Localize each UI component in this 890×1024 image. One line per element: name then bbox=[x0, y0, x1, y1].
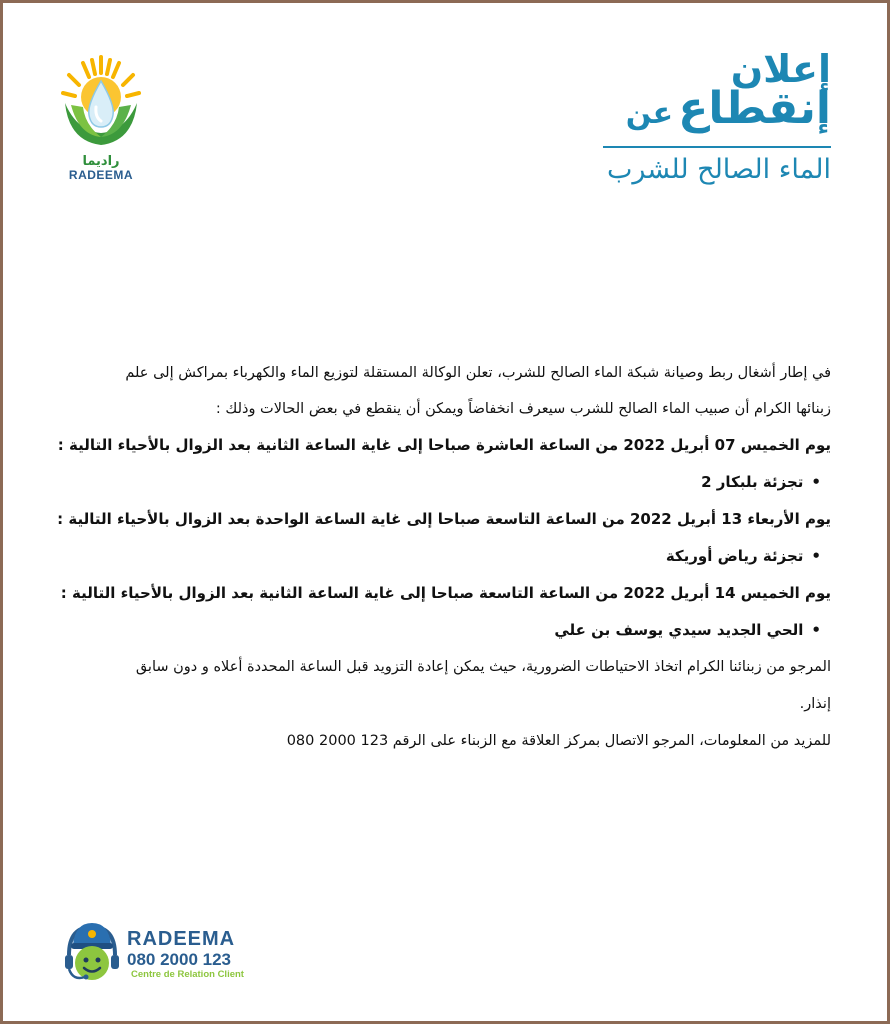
contact-line: للمزيد من المعلومات، المرجو الاتصال بمركز العلاقة مع الزبناء على الرقم 123 2000 080 bbox=[286, 733, 831, 749]
radeema-logo bbox=[55, 51, 147, 181]
day-line-1: يوم الخميس 07 أبريل 2022 من الساعة العاشرة صباحا إلى غاية الساعة الثانية بعد الزوال بالأحياء التالية : bbox=[57, 436, 831, 454]
intro-line-1: في إطار أشغال ربط وصيانة شبكة الماء الصالح للشرب، تعلن الوكالة المستقلة لتوزيع الماء والكهرباء بمراكش إلى علم bbox=[125, 365, 831, 381]
day-line-2: يوم الأربعاء 13 أبريل 2022 من الساعة التاسعة صباحا إلى غاية الساعة الواحدة بعد الزوال بالأحياء التالية : bbox=[57, 510, 831, 528]
title-line-2-small: عن bbox=[625, 96, 674, 131]
client-center-subtitle: Centre de Relation Client bbox=[131, 969, 244, 980]
title-line-1: إعلان bbox=[730, 47, 831, 91]
logo-latin-name: RADEEMA bbox=[68, 168, 134, 182]
closing-line-1: المرجو من زبنائنا الكرام اتخاذ الاحتياطات الضرورية، حيث يمكن إعادة التزويد قبل الساعة المحددة أعلاه و دون سابق bbox=[135, 659, 831, 675]
intro-line-2: زبنائها الكرام أن صبيب الماء الصالح للشرب سيعرف انخفاضاً ويمكن أن ينقطع في بعض الحالات وذلك : bbox=[215, 401, 831, 417]
notice-title bbox=[591, 49, 831, 186]
client-center-logo bbox=[61, 919, 261, 989]
mascot-icon bbox=[61, 919, 123, 989]
notice-body bbox=[49, 355, 831, 760]
sun-water-drop-icon bbox=[55, 51, 147, 155]
logo-arabic-name: راديما bbox=[82, 154, 120, 169]
district-item-label: تجزئة بلبكار 2 bbox=[701, 473, 804, 491]
title-line-2-big: إنقطاع bbox=[678, 83, 831, 134]
district-item-label: تجزئة رياض أوريكة bbox=[665, 547, 804, 565]
title-line-2 bbox=[591, 85, 831, 142]
district-item-label: الحي الجديد سيدي يوسف بن علي bbox=[554, 621, 804, 639]
bullet-icon: • bbox=[811, 547, 821, 565]
district-item-3 bbox=[49, 612, 831, 649]
client-center-name: RADEEMA bbox=[127, 928, 236, 950]
title-line-3: الماء الصالح للشرب bbox=[606, 154, 831, 185]
bullet-icon: • bbox=[811, 473, 821, 491]
bullet-icon: • bbox=[811, 621, 821, 639]
title-divider bbox=[603, 146, 831, 148]
day-line-3: يوم الخميس 14 أبريل 2022 من الساعة التاسعة صباحا إلى غاية الساعة الثانية بعد الزوال بالأحياء التالية : bbox=[60, 584, 831, 602]
closing-line-2: إنذار. bbox=[799, 696, 831, 712]
client-center-phone: 080 2000 123 bbox=[127, 950, 231, 969]
district-item-1 bbox=[49, 464, 831, 501]
district-item-2 bbox=[49, 538, 831, 575]
